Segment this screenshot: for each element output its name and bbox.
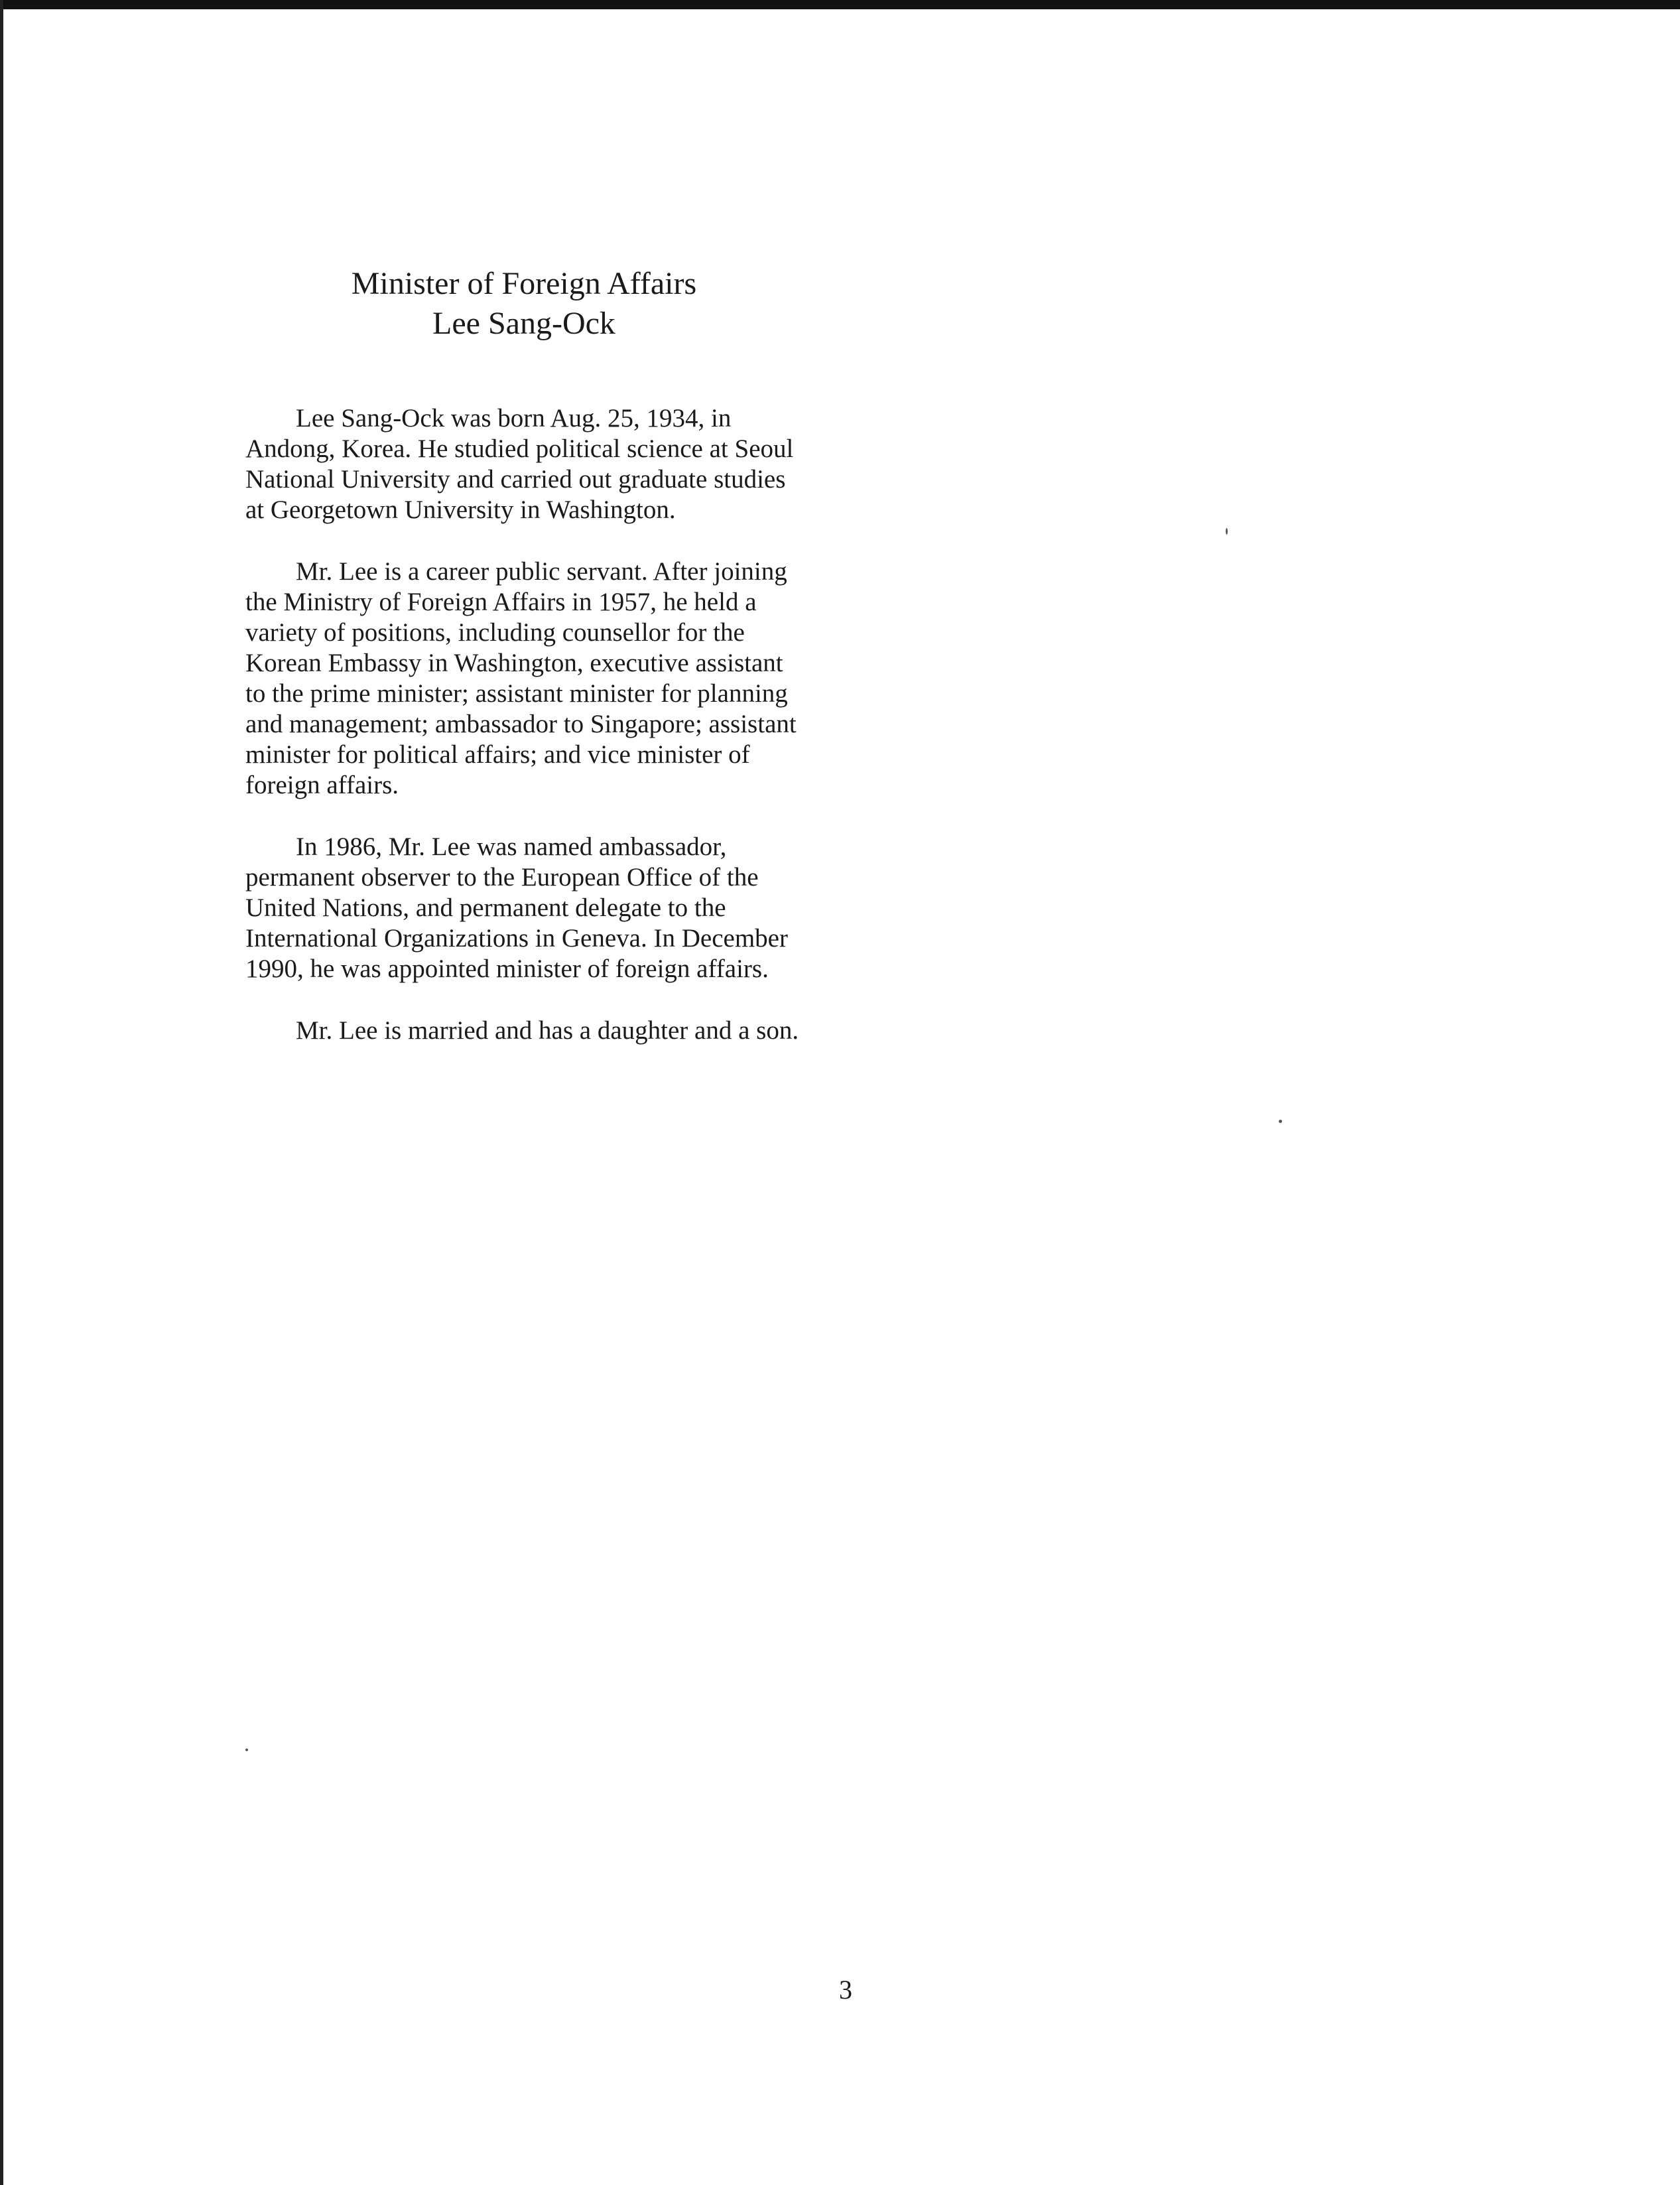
paragraph-birth-education: Lee Sang-Ock was born Aug. 25, 1934, in Andong, Korea. He studied political science at Seoul National University and carried out graduate studies at Georgetown University in Washington. [245, 404, 794, 524]
paragraph-family: Mr. Lee is married and has a daughter and a son. [296, 1016, 799, 1045]
title-position: Minister of Foreign Affairs [351, 266, 697, 301]
scan-speck [245, 1749, 248, 1751]
scan-speck [1226, 528, 1228, 535]
document-title [245, 264, 803, 344]
page-number: 3 [839, 1975, 852, 2005]
biography-body [245, 403, 809, 1077]
scan-border-left [0, 0, 3, 2185]
paragraph-ambassador-appointment: In 1986, Mr. Lee was named ambassador, permanent observer to the European Office of the United Nations, and permanent delegate to the International Organizations in Geneva. In December 1990, he was appointed minister of foreign affairs. [245, 832, 788, 983]
scan-border-top [0, 0, 1680, 9]
scan-speck [1279, 1120, 1282, 1123]
paragraph-career: Mr. Lee is a career public servant. After joining the Ministry of Foreign Affairs in 1957, he held a variety of positions, including counsellor for the Korean Embassy in Washington, executive assistant to the prime minister; assistant minister for planning and management; ambassador to Singapore; assistant minister for political affairs; and vice minister of foreign affairs. [245, 557, 797, 799]
title-person-name: Lee Sang-Ock [432, 306, 615, 341]
